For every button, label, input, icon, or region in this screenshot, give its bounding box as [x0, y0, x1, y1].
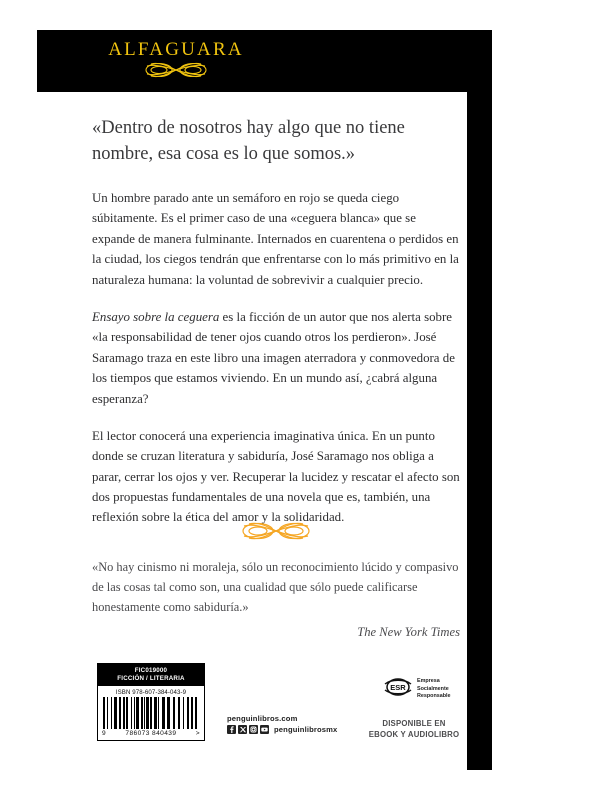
synopsis-block [92, 188, 460, 545]
paragraph-about [92, 307, 460, 409]
esr-line-2: Socialmente [417, 685, 449, 692]
x-twitter-icon[interactable] [238, 725, 247, 734]
availability-line-1: DISPONIBLE EN [382, 719, 446, 728]
book-title-italic: Ensayo sobre la ceguera [92, 309, 220, 324]
publisher-logo [86, 40, 266, 86]
penguin-block [227, 714, 337, 734]
review-block [92, 558, 460, 640]
divider-ornament [92, 520, 460, 542]
instagram-icon[interactable] [249, 725, 258, 734]
barcode-bars [103, 697, 199, 729]
ean-digits-row [98, 729, 204, 740]
review-source: The New York Times [357, 624, 460, 639]
esr-line-1: Empresa [417, 677, 440, 684]
paragraph-reading-experience: El lector conocerá una experiencia imaginativa única. En un punto donde se cruzan literatura y sabiduría, José Saramago nos obliga a parar, cerrar los ojos y ver. Recuperar la lucidez y rescatar el afecto son dos propuestas fundamentales de una novela que es, también, una reflexión sobre la ética del amor y la solidaridad. [92, 428, 460, 525]
isbn-text: ISBN 978-607-384-043-9 [115, 688, 187, 696]
ean-digits: 786073 840439 [125, 730, 177, 738]
svg-text:ESR: ESR [390, 683, 406, 692]
paragraph-about-text: es la ficción de un autor que nos alerta sobre «la responsabilidad de tener ojos cuando otros los perdieron». José Saramago traza en este libro una imagen aterradora y conmovedora de los tiempos que estamos viviendo. En un mundo así, ¿cabrá alguna esperanza? [92, 309, 455, 406]
youtube-icon[interactable] [260, 725, 269, 734]
publisher-name: ALFAGUARA [108, 39, 244, 60]
knot-ornament-icon [86, 60, 266, 80]
paragraph-synopsis: Un hombre parado ante un semáforo en rojo se queda ciego súbitamente. Es el primer caso de una «ceguera blanca» que se expande de manera fulminante. Internados en cuarentena o perdidos en la ciudad, los ciegos tendrán que enfrentarse con lo más primitivo en la naturaleza humana: la voluntad de sobrevivir a cualquier precio. [92, 191, 459, 287]
esr-badge-icon [383, 676, 413, 703]
esr-block [383, 676, 451, 703]
social-icons-row [227, 725, 337, 734]
esr-line-3: Responsable [417, 693, 451, 700]
penguin-website[interactable]: penguinlibros.com [227, 714, 298, 723]
esr-caption [417, 678, 451, 701]
headline-quote: «Dentro de nosotros hay algo que no tiene nombre, esa cosa es lo que somos.» [92, 118, 405, 164]
bisac-category: FICCIÓN / LITERARIA [117, 674, 185, 682]
availability-line-2: EBOOK Y AUDIOLIBRO [368, 730, 460, 740]
facebook-icon[interactable] [227, 725, 236, 734]
bisac-code: FIC019000 [134, 666, 168, 674]
bisac-header [98, 664, 204, 686]
review-quote: «No hay cinismo ni moraleja, sólo un reconocimiento lúcido y compasivo de las cosas tal como son, una cualidad que sólo puede calificarse honestamente como sabiduría.» [92, 560, 459, 614]
barcode-block [97, 663, 205, 741]
availability-note [366, 718, 462, 741]
ean-prefix: 9 [102, 730, 107, 738]
ean-suffix: > [195, 730, 200, 738]
penguin-handle[interactable]: penguinlibrosmx [274, 725, 338, 734]
spine-black-strip [467, 30, 492, 770]
